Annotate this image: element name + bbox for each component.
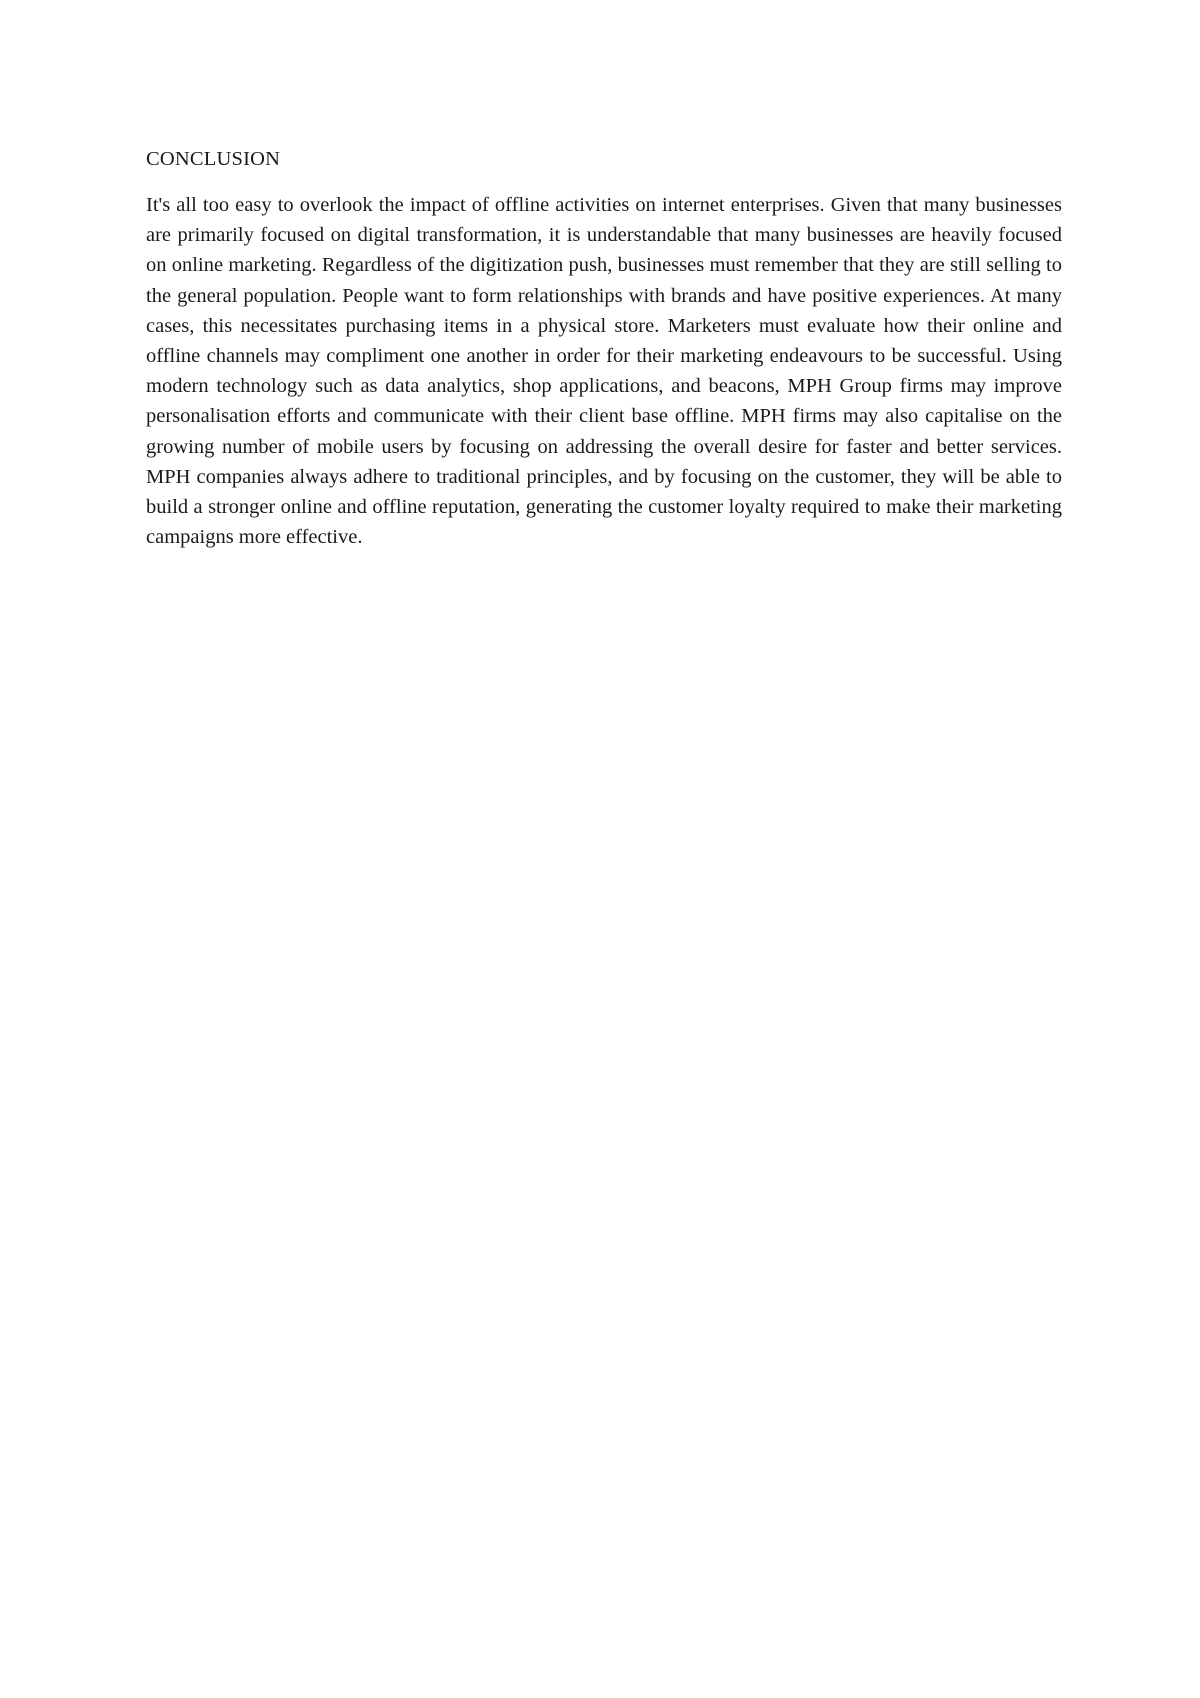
- conclusion-paragraph: It's all too easy to overlook the impact of offline activities on internet enterprises. Given that many businesses are primarily focused on digital transformation, it is understandable that many businesses are heavily focused on online marketing. Regardless of the digitization push, businesses must remember that they are still selling to the general population. People want to form relationships with brands and have positive experiences. At many cases, this necessitates purchasing items in a physical store. Marketers must evaluate how their online and offline channels may compliment one another in order for their marketing endeavours to be successful. Using modern technology such as data analytics, shop applications, and beacons, MPH Group firms may improve personalisation efforts and communicate with their client base offline. MPH firms may also capitalise on the growing number of mobile users by focusing on addressing the overall desire for faster and better services. MPH companies always adhere to traditional principles, and by focusing on the customer, they will be able to build a stronger online and offline reputation, generating the customer loyalty required to make their marketing campaigns more effective.: [146, 194, 1062, 549]
- section-heading: CONCLUSION: [146, 148, 281, 170]
- page-content: [146, 144, 1062, 552]
